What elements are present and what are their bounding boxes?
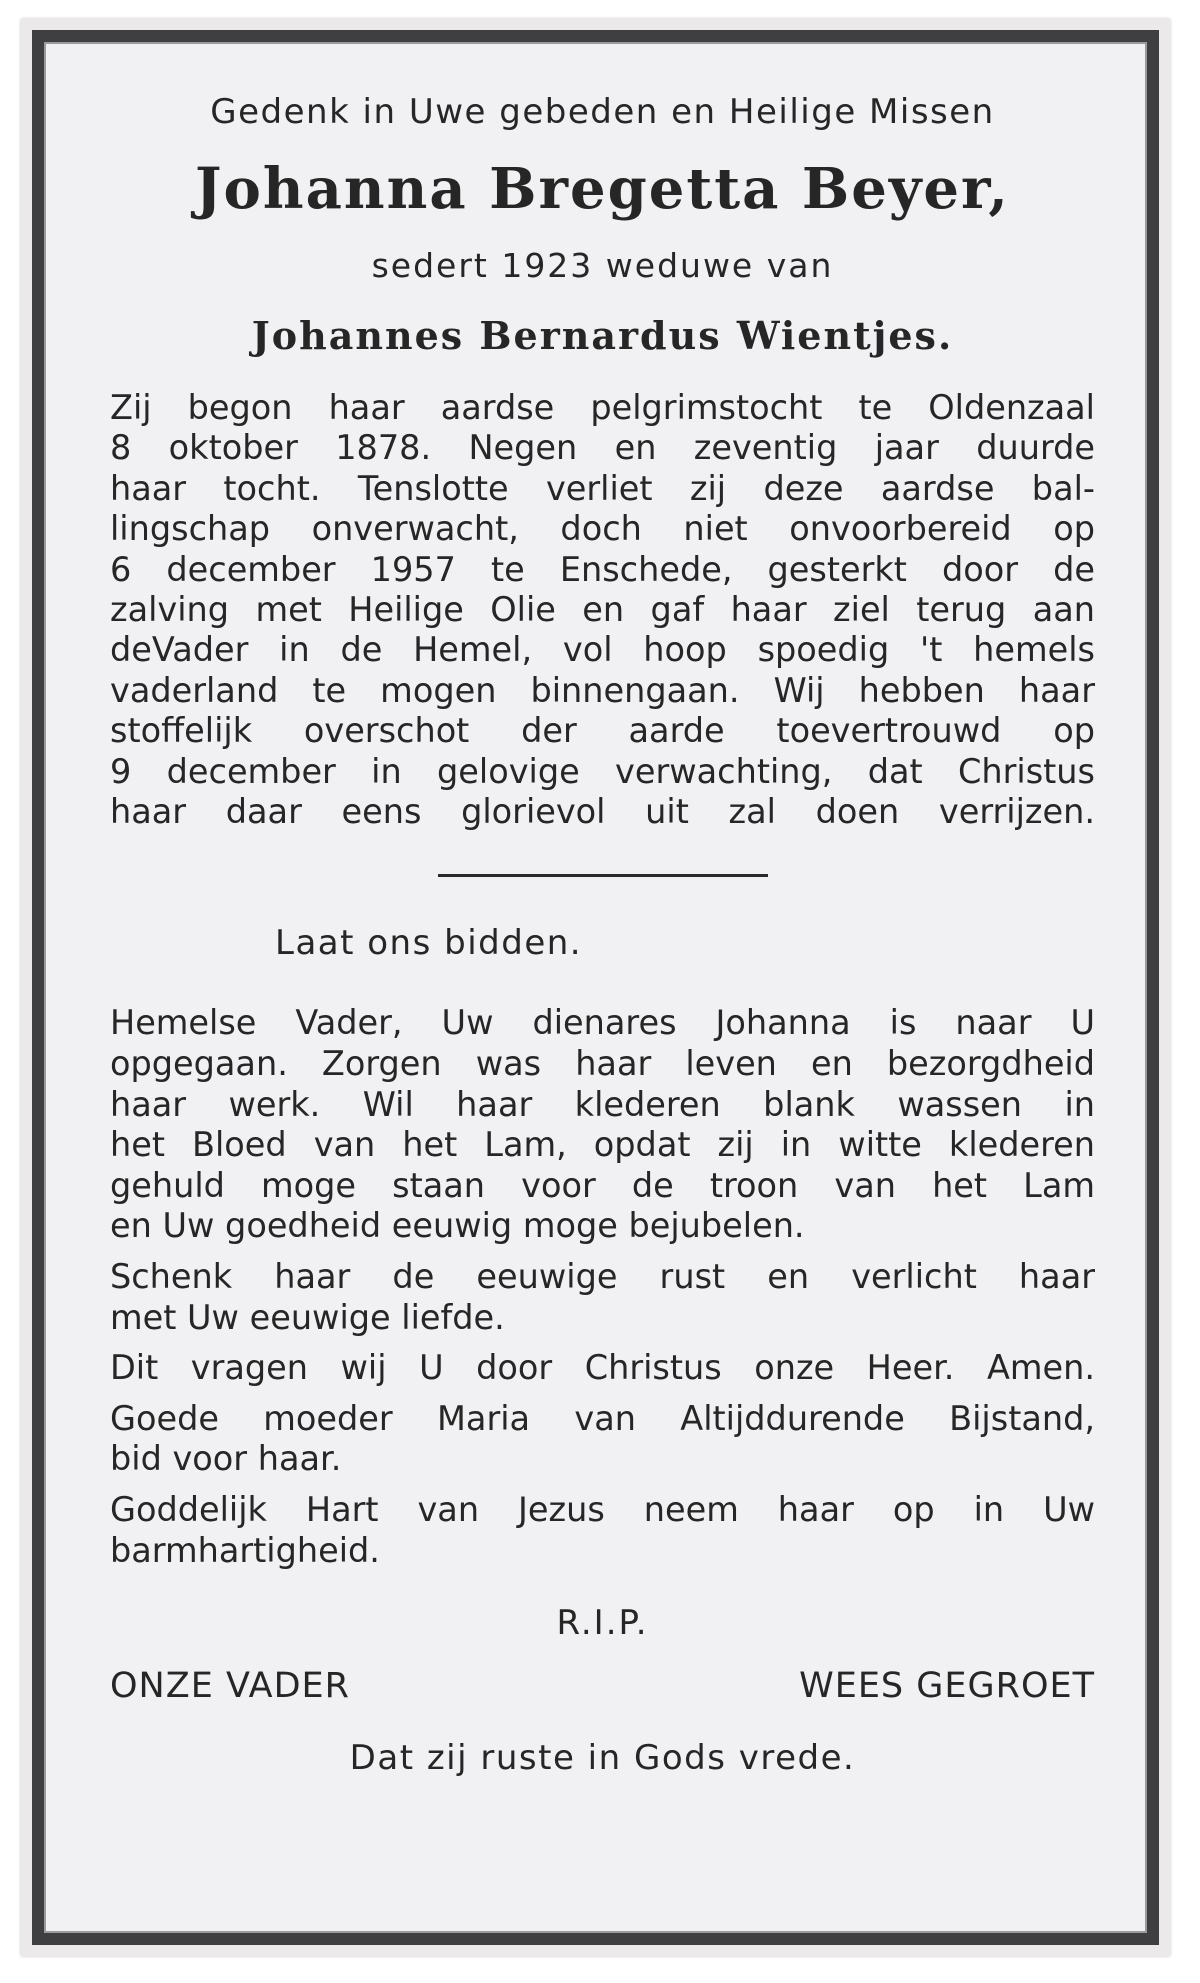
biography-line: haar daar eens glorievol uit zal doen verrijzen. <box>110 792 1095 832</box>
biography-line: lingschap onverwacht, doch niet onvoorbereid op <box>110 509 1095 549</box>
prayer-line: haar werk. Wil haar klederen blank wassen in <box>110 1084 1095 1124</box>
biography-text <box>110 388 1095 832</box>
prayer-line: Dit vragen wij U door Christus onze Heer. Amen. <box>110 1348 1095 1388</box>
biography-line: deVader in de Hemel, vol hoop spoedig 't hemels <box>110 630 1095 670</box>
section-divider <box>438 874 768 877</box>
prayer-title: Laat ons bidden. <box>275 923 583 964</box>
widow-line: sedert 1923 weduwe van <box>371 246 834 285</box>
prayer-line: bid voor haar. <box>110 1439 342 1479</box>
deceased-name: Johanna Bregetta Beyer, <box>195 156 1010 222</box>
bottom-prayers-row <box>110 1663 1095 1709</box>
header-line: Gedenk in Uwe gebeden en Heilige Missen <box>210 92 995 132</box>
prayer-paragraph <box>110 1257 1095 1338</box>
biography-line: stoffelijk overschot der aarde toevertrouwd op <box>110 711 1095 751</box>
closing-line: Dat zij ruste in Gods vrede. <box>349 1738 856 1779</box>
biography-line: Zij begon haar aardse pelgrimstocht te Oldenzaal <box>110 388 1095 427</box>
memorial-card-content <box>110 88 1095 1781</box>
prayer-paragraph <box>110 1399 1095 1480</box>
prayer-line: Goede moeder Maria van Altijddurende Bijstand, <box>110 1398 1095 1438</box>
rip-text: R.I.P. <box>556 1603 649 1644</box>
prayer-line: en Uw goedheid eeuwig moge bejubelen. <box>110 1206 805 1246</box>
biography-line: zalving met Heilige Olie en gaf haar ziel terug aan <box>110 590 1095 630</box>
biography-line: 9 december in gelovige verwachting, dat Christus <box>110 751 1095 791</box>
prayer-line: Goddelijk Hart van Jezus neem haar op in Uw <box>110 1490 1095 1529</box>
prayer-text <box>110 1003 1095 1571</box>
prayer-paragraph <box>110 1348 1095 1389</box>
prayer-line: Hemelse Vader, Uw dienares Johanna is naar U <box>110 1003 1095 1043</box>
prayer-line: opgegaan. Zorgen was haar leven en bezorgdheid <box>110 1044 1095 1084</box>
prayer-line: met Uw eeuwige liefde. <box>110 1297 505 1337</box>
husband-name: Johannes Bernardus Wientjes. <box>251 313 954 358</box>
prayer-line: barmhartigheid. <box>110 1530 380 1570</box>
biography-line: haar tocht. Tenslotte verliet zij deze aardse bal- <box>110 468 1095 508</box>
prayer-line: Schenk haar de eeuwige rust en verlicht haar <box>110 1257 1095 1297</box>
hail-mary-label: WEES GEGROET <box>799 1666 1095 1707</box>
our-father-label: ONZE VADER <box>110 1666 350 1707</box>
biography-line: 6 december 1957 te Enschede, gesterkt door de <box>110 549 1095 589</box>
biography-line: vaderland te mogen binnengaan. Wij hebben haar <box>110 670 1095 710</box>
prayer-paragraph <box>110 1490 1095 1571</box>
biography-line: 8 oktober 1878. Negen en zeventig jaar duurde <box>110 428 1095 468</box>
prayer-paragraph <box>110 1003 1095 1247</box>
prayer-line: gehuld moge staan voor de troon van het Lam <box>110 1165 1095 1205</box>
prayer-line: het Bloed van het Lam, opdat zij in witte klederen <box>110 1125 1095 1165</box>
